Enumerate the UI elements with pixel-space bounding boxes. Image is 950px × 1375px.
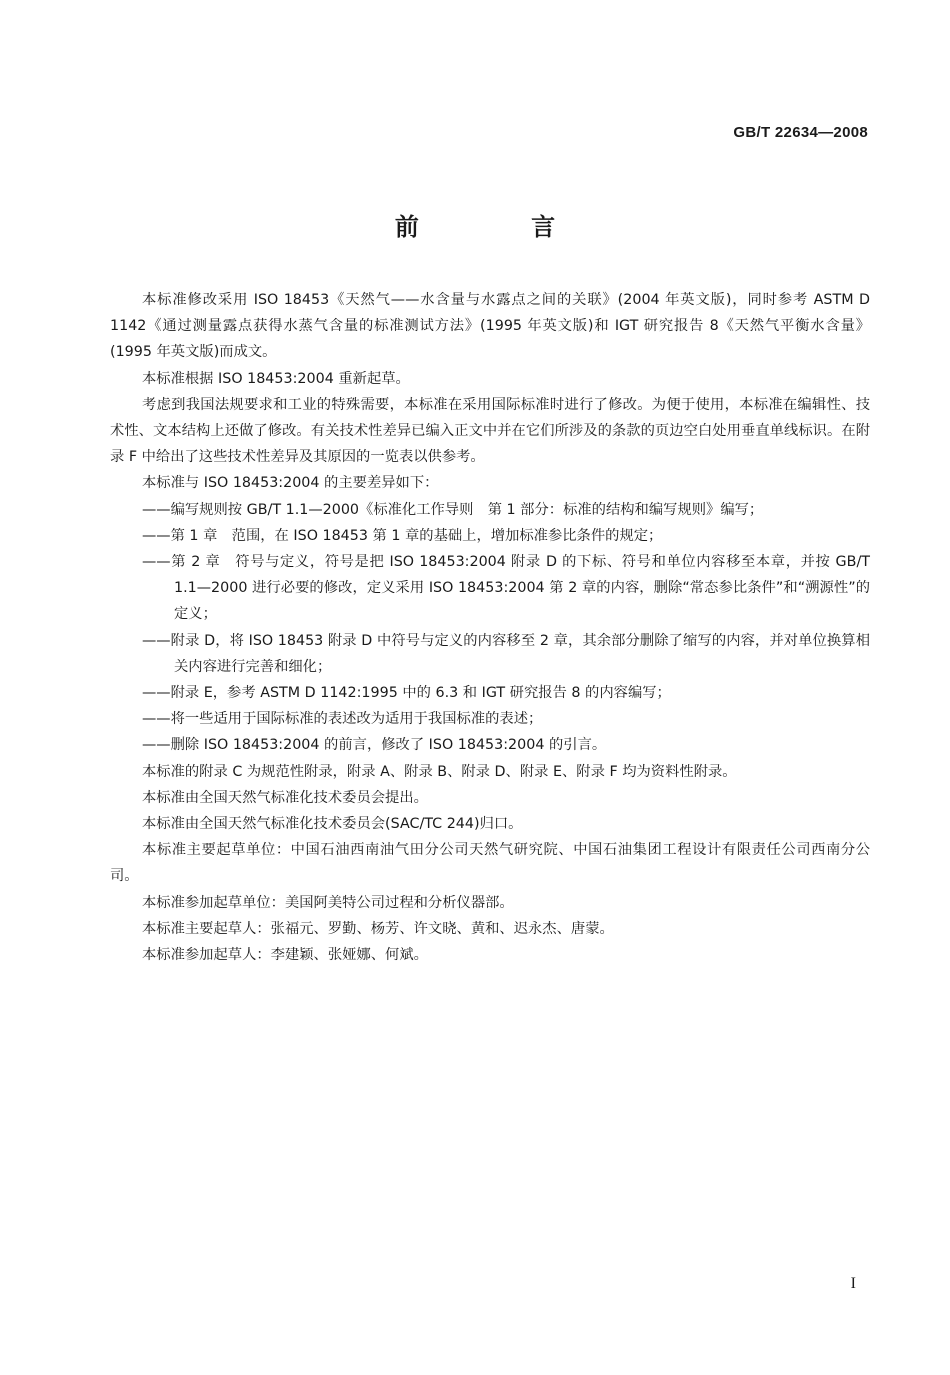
document-code: GB/T 22634—2008	[733, 124, 868, 141]
foreword-body	[110, 287, 870, 968]
difference-item: ——附录 D，将 ISO 18453 附录 D 中符号与定义的内容移至 2 章，其余部分删除了缩写的内容，并对单位换算相关内容进行完善和细化；	[142, 632, 870, 675]
paragraph-redraft: 本标准根据 ISO 18453:2004 重新起草。	[142, 370, 410, 387]
paragraph-proposed-by: 本标准由全国天然气标准化技术委员会提出。	[142, 789, 428, 806]
page-title: 前 言	[394, 213, 608, 241]
difference-item: ——附录 E，参考 ASTM D 1142:1995 中的 6.3 和 IGT 研究报告 8 的内容编写；	[142, 685, 671, 702]
paragraph-main-drafting-units: 本标准主要起草单位：中国石油西南油气田分公司天然气研究院、中国石油集团工程设计有限责任公司西南分公司。	[110, 842, 870, 885]
paragraph-annexes: 本标准的附录 C 为规范性附录，附录 A、附录 B、附录 D、附录 E、附录 F 均为资料性附录。	[142, 763, 737, 780]
page-number: I	[850, 1275, 856, 1292]
difference-item: ——编写规则按 GB/T 1.1—2000《标准化工作导则 第 1 部分：标准的结构和编写规则》编写；	[142, 501, 764, 518]
difference-item: ——第 1 章 范围，在 ISO 18453 第 1 章的基础上，增加标准参比条件的规定；	[142, 527, 663, 544]
paragraph-main-drafters: 本标准主要起草人：张福元、罗勤、杨芳、许文晓、黄和、迟永杰、唐蒙。	[142, 920, 614, 937]
difference-item: ——删除 ISO 18453:2004 的前言，修改了 ISO 18453:2004 的引言。	[142, 737, 607, 754]
paragraph-participating-drafters: 本标准参加起草人：李建颖、张娅娜、何斌。	[142, 947, 428, 964]
paragraph-under-jurisdiction: 本标准由全国天然气标准化技术委员会(SAC/TC 244)归口。	[142, 816, 523, 833]
difference-item: ——将一些适用于国际标准的表述改为适用于我国标准的表述；	[142, 711, 543, 728]
difference-item: ——第 2 章 符号与定义，符号是把 ISO 18453:2004 附录 D 的下标、符号和单位内容移至本章，并按 GB/T 1.1—2000 进行必要的修改，定义采用 ISO 18453:2004 第 2 章的内容，删除“常态参比条件”和“溯源性”的定义；	[142, 554, 870, 623]
paragraph-modification: 考虑到我国法规要求和工业的特殊需要，本标准在采用国际标准时进行了修改。为便于使用，本标准在编辑性、技术性、文本结构上还做了修改。有关技术性差异已编入正文中并在它们所涉及的条款的页边空白处用垂直单线标识。在附录 F 中给出了这些技术性差异及其原因的一览表以供参考。	[110, 396, 870, 466]
paragraph-differences-intro: 本标准与 ISO 18453:2004 的主要差异如下：	[142, 475, 439, 492]
paragraph-adoption: 本标准修改采用 ISO 18453《天然气——水含量与水露点之间的关联》(2004 年英文版)，同时参考 ASTM D 1142《通过测量露点获得水蒸气含量的标准测试方法》(1995 年英文版)和 IGT 研究报告 8《天然气平衡水含量》(1995 年英文版)而成文。	[110, 292, 870, 361]
paragraph-participating-units: 本标准参加起草单位：美国阿美特公司过程和分析仪器部。	[142, 894, 514, 911]
